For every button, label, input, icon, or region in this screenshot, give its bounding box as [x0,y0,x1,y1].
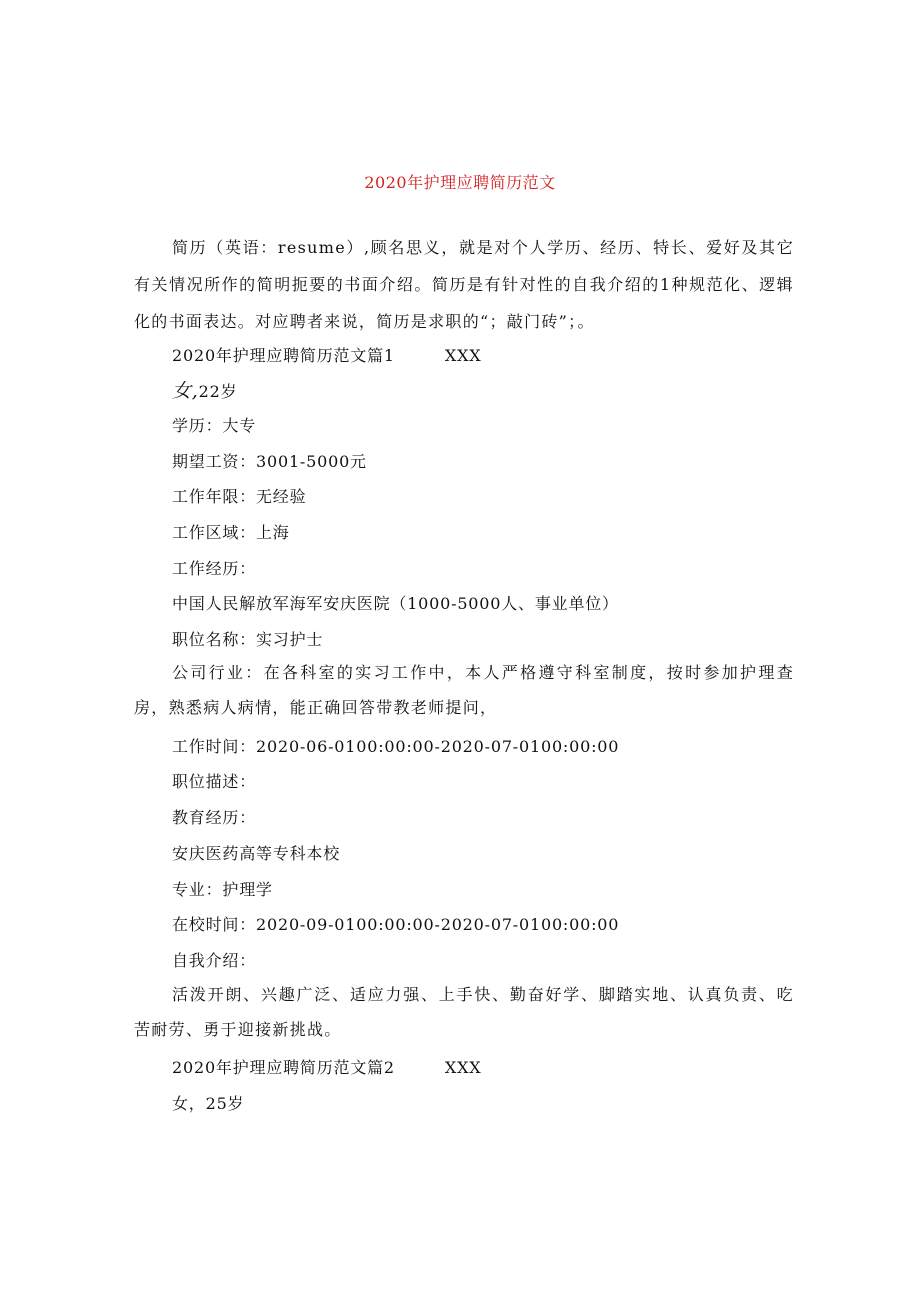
section1-major: 专业：护理学 [172,880,273,899]
section1-gender: 女, [172,380,199,402]
section1-salary: 期望工资：3001-5000元 [172,452,367,471]
section1-age: 22岁 [198,382,238,401]
section1-education: 学历：大专 [172,416,257,435]
section1-school-time: 在校时间：2020-09-0100:00:00-2020-07-0100:00:00 [172,915,620,934]
section1-name: XXX [444,346,482,365]
section1-work-exp-label: 工作经历： [172,559,257,578]
section2-heading-line [172,1055,481,1078]
section1-region: 工作区域：上海 [172,523,290,542]
section1-gender-age-line [172,376,237,403]
section1-industry: 公司行业：在各科室的实习工作中，本人严格遵守科室制度，按时参加护理查房，熟悉病人病情，能正确回答带教老师提问， [134,663,794,717]
section1-position: 职位名称：实习护士 [172,630,324,649]
section1-job-desc-label: 职位描述： [172,772,257,791]
section1-years: 工作年限：无经验 [172,487,307,506]
section1-heading-line [172,343,481,366]
section1-edu-exp-label: 教育经历： [172,808,257,827]
section1-self-intro: 活泼开朗、兴趣广泛、适应力强、上手快、勤奋好学、脚踏实地、认真负责、吃苦耐劳、勇于迎接新挑战。 [134,985,794,1039]
section1-work-time: 工作时间：2020-06-0100:00:00-2020-07-0100:00:00 [172,737,620,756]
document-title: 2020年护理应聘简历范文 [364,173,556,192]
section2-heading: 2020年护理应聘简历范文篇2 [172,1058,395,1077]
section1-self-intro-label: 自我介绍： [172,951,257,970]
intro-paragraph: 简历（英语：resume）,顾名思义，就是对个人学历、经历、特长、爱好及其它有关情况所作的简明扼要的书面介绍。简历是有针对性的自我介绍的1种规范化、逻辑化的书面表达。对应聘者来说，简历是求职的“；敲门砖”；。 [134,238,794,331]
section1-heading: 2020年护理应聘简历范文篇1 [172,346,395,365]
section2-name: XXX [444,1058,482,1077]
section1-school: 安庆医药高等专科本校 [172,844,341,863]
section1-employer: 中国人民解放军海军安庆医院（1000-5000人、事业单位） [172,594,619,613]
section2-gender-age: 女，25岁 [172,1094,245,1113]
